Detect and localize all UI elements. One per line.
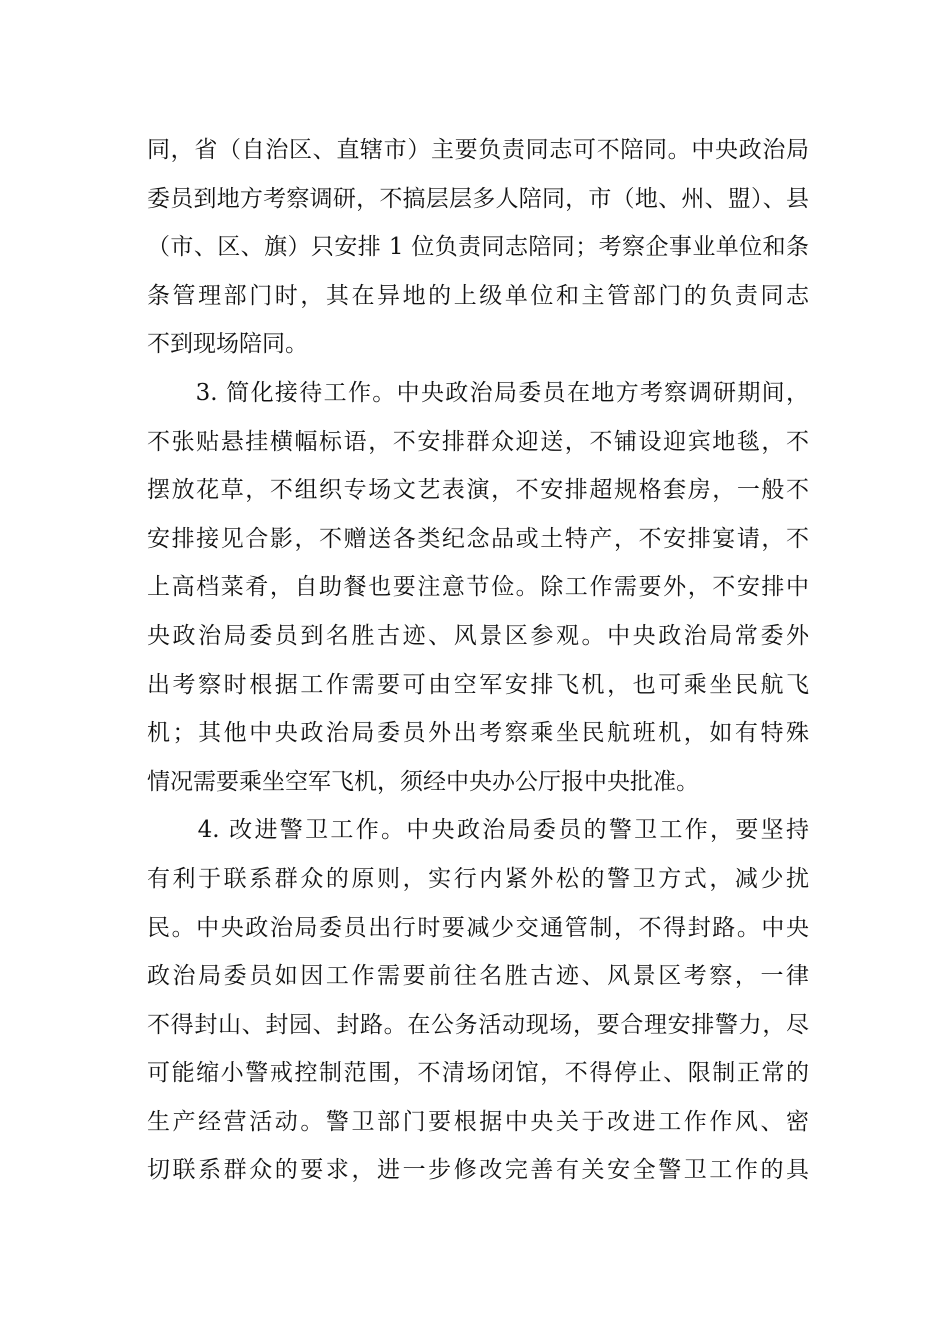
text-line: 条管理部门时，其在异地的上级单位和主管部门的负责同志	[147, 282, 809, 309]
text-line: 政治局委员如因工作需要前往名胜古迹、风景区考察，一律	[147, 963, 809, 990]
text-line: 可能缩小警戒控制范围，不清场闭馆，不得停止、限制正常的	[147, 1060, 809, 1087]
text-line: 出考察时根据工作需要可由空军安排飞机，也可乘坐民航飞	[147, 671, 809, 698]
text-line: 安排接见合影，不赠送各类纪念品或土特产，不安排宴请，不	[147, 525, 809, 552]
text-line: 民。中央政治局委员出行时要减少交通管制，不得封路。中央	[147, 914, 809, 941]
text-line: 情况需要乘坐空军飞机，须经中央办公厅报中央批准。	[147, 768, 699, 795]
text-line: 3. 简化接待工作。中央政治局委员在地方考察调研期间，	[147, 379, 809, 406]
text-line: 机；其他中央政治局委员外出考察乘坐民航班机，如有特殊	[147, 720, 809, 747]
text-line: 摆放花草，不组织专场文艺表演，不安排超规格套房，一般不	[147, 477, 809, 504]
text-line: 不得封山、封园、封路。在公务活动现场，要合理安排警力，尽	[147, 1011, 809, 1038]
text-line: 有利于联系群众的原则，实行内紧外松的警卫方式，减少扰	[147, 865, 809, 892]
body-text	[147, 126, 809, 1195]
text-line: 不到现场陪同。	[147, 331, 308, 358]
text-line: 切联系群众的要求，进一步修改完善有关安全警卫工作的具	[147, 1157, 809, 1184]
text-line: 委员到地方考察调研，不搞层层多人陪同，市（地、州、盟）、县	[147, 185, 809, 212]
text-line: 上高档菜肴，自助餐也要注意节俭。除工作需要外，不安排中	[147, 574, 809, 601]
text-line: 央政治局委员到名胜古迹、风景区参观。中央政治局常委外	[147, 622, 809, 649]
text-line: （市、区、旗）只安排 1 位负责同志陪同；考察企事业单位和条	[147, 234, 809, 261]
text-line: 4. 改进警卫工作。中央政治局委员的警卫工作，要坚持	[147, 817, 809, 844]
text-line: 生产经营活动。警卫部门要根据中央关于改进工作作风、密	[147, 1108, 809, 1135]
text-line: 不张贴悬挂横幅标语，不安排群众迎送，不铺设迎宾地毯，不	[147, 428, 809, 455]
text-line: 同，省（自治区、直辖市）主要负责同志可不陪同。中央政治局	[147, 137, 809, 163]
